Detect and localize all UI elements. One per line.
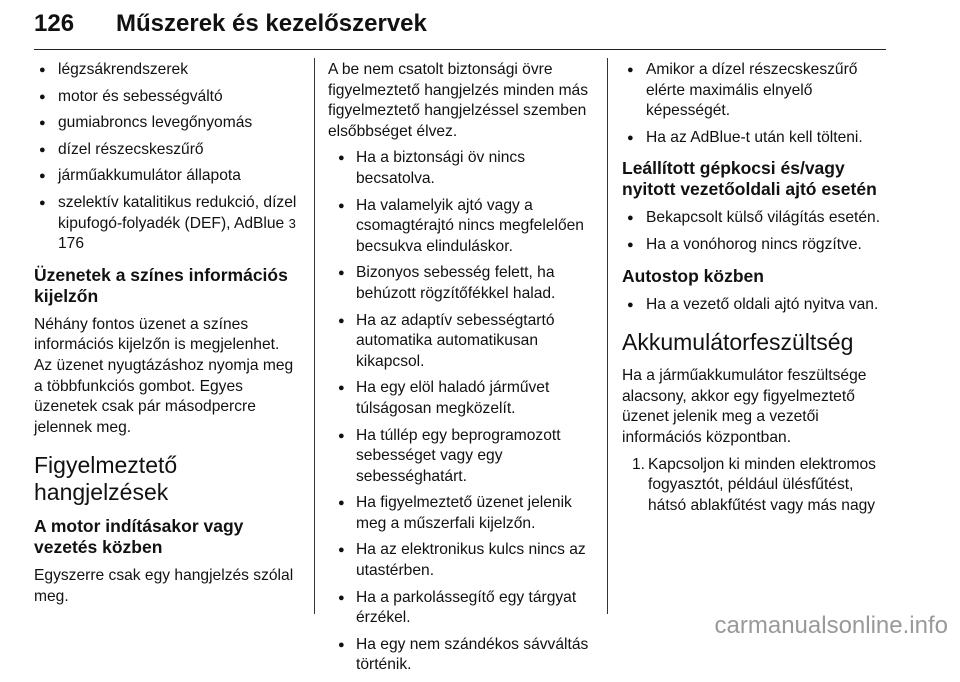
list-item: ● Ha túllép egy beprogramozott sebességet vagy egy sebességhatárt. [328,426,594,488]
list-item: ● Bizonyos sebesség felett, ha behúzott rögzítőfékkel halad. [328,263,594,304]
column-divider [314,58,315,614]
list-item: ● Ha az elektronikus kulcs nincs az utastérben. [328,540,594,581]
list-item: ● motor és sebességváltó [34,87,300,108]
list-item: ● Ha egy elöl haladó járművet túlságosan megközelít. [328,378,594,419]
list-item: ● Ha az adaptív sebességtartó automatika automatikusan kikapcsol. [328,311,594,373]
list-item: ● Ha a parkolássegítő egy tárgyat érzékel. [328,588,594,629]
paragraph-messages: Néhány fontos üzenet a színes információs kijelzőn is megjelenhet. Az üzenet nyugtázáshoz nyomja meg a többfunkciós gombot. Egyes üzenetek csak pár másodpercre jelennek meg. [34,315,294,436]
column-divider [607,58,608,614]
section-title-warnings: Figyelmeztető hangjelzések [34,452,178,506]
parked-list [622,208,888,255]
page-reference-link[interactable]: 176 [58,235,85,253]
section-title-battery: Akkumulátorfeszültség [622,329,854,356]
paragraph-seatbelt: A be nem csatolt biztonsági övre figyelmeztető hangjelzés minden más figyelmeztető hangjelzéssel szemben elsőbbséget élvez. [328,61,589,140]
column-2 [328,60,594,682]
list-item: ● Ha valamelyik ajtó vagy a csomagtérajtó nincs megfelelően becsukva elinduláskor. [328,196,594,258]
step-number: 1. [632,455,646,473]
list-item: ● Ha egy nem szándékos sávváltás történik. [328,635,594,676]
warning-list [328,148,594,676]
paragraph-battery: Ha a járműakkumulátor feszültsége alacsony, akkor egy figyelmeztető üzenet jelenik meg a vezetői információs központban. [622,367,867,446]
heading-messages: Üzenetek a színes információs kijelzőn [34,264,288,306]
list-item: ● Ha a vonóhorog nincs rögzítve. [622,235,888,256]
steps-list [622,455,888,517]
page-title: Műszerek és kezelőszervek [116,10,427,37]
page-reference-icon: 3 [288,215,296,231]
step-item [622,455,888,517]
step-text: Kapcsoljon ki minden elektromos fogyasztót, például ülésfűtést, hátsó ablakfűtést vagy más nagy [648,455,876,514]
heading-parked: Leállított gépkocsi és/vagy nyitott vezetőoldali ajtó esetén [622,158,877,200]
system-list [34,60,300,255]
paragraph-engine-start: Egyszerre csak egy hangjelzés szólal meg. [34,567,294,605]
column-3 [622,60,888,516]
list-item: ● Amikor a dízel részecskeszűrő elérte maximális elnyelő képességét. [622,60,888,122]
list-item: ● Ha figyelmeztető üzenet jelenik meg a műszerfali kijelzőn. [328,493,594,534]
page-number: 126 [34,10,75,37]
list-item: ● járműakkumulátor állapota [34,166,300,187]
list-item: ● légzsákrendszerek [34,60,300,81]
list-item-text: szelektív katalitikus redukció, dízel kipufogó-folyadék (DEF), AdBlue [58,193,297,232]
warning-list-cont [622,60,888,148]
autostop-list [622,295,888,316]
list-item: ● Ha az AdBlue-t után kell tölteni. [622,128,888,149]
watermark: carmanualsonline.info [714,612,948,639]
list-item: ● Ha a biztonsági öv nincs becsatolva. [328,148,594,189]
list-item: ● Bekapcsolt külső világítás esetén. [622,208,888,229]
list-item-with-reference [34,193,300,255]
list-item: ● dízel részecskeszűrő [34,140,300,161]
heading-engine-start: A motor indításakor vagy vezetés közben [34,516,244,558]
column-1 [34,60,300,614]
list-item: ● gumiabroncs levegőnyomás [34,113,300,134]
heading-autostop: Autostop közben [622,265,764,286]
page-header [34,4,886,50]
list-item: ● Ha a vezető oldali ajtó nyitva van. [622,295,888,316]
